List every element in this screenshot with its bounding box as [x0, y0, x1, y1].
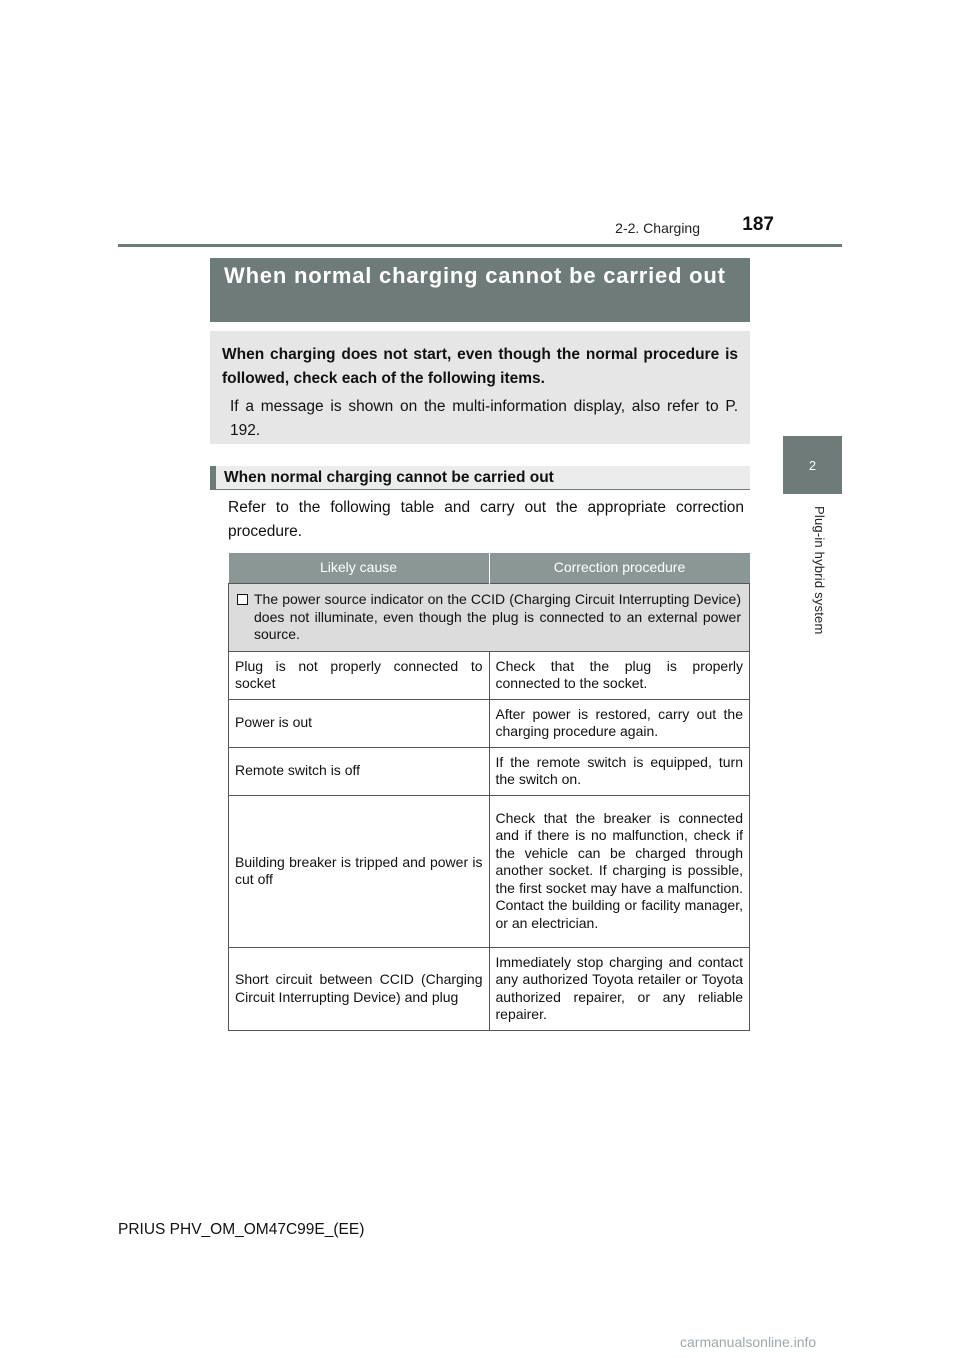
correction-cell: Check that the plug is properly connected to the socket.	[489, 651, 750, 699]
column-header-correction: Correction procedure	[489, 553, 750, 584]
cause-cell: Plug is not properly connected to socket	[229, 651, 490, 699]
table-row	[229, 747, 750, 795]
table-row	[229, 795, 750, 947]
checkbox-icon	[237, 594, 248, 605]
category-text: The power source indicator on the CCID (Charging Circuit Interrupting Device) does not illuminate, even though the plug is connected to an external power source.	[254, 591, 741, 642]
chapter-tab: 2	[783, 436, 842, 494]
page-number: 187	[742, 214, 774, 235]
table-row	[229, 699, 750, 747]
intro-box	[210, 331, 750, 444]
chapter-title: Plug-in hybrid system	[812, 506, 827, 635]
column-header-cause: Likely cause	[229, 553, 490, 584]
section-title-box	[210, 258, 750, 322]
cause-cell: Short circuit between CCID (Charging Circuit Interrupting Device) and plug	[229, 947, 490, 1030]
section-title: 2-2. Charging	[615, 220, 700, 236]
troubleshooting-table	[228, 553, 750, 1031]
cause-cell: Remote switch is off	[229, 747, 490, 795]
table-row	[229, 947, 750, 1030]
body-paragraph: Refer to the following table and carry out the appropriate correction procedure.	[228, 499, 744, 540]
document-code: PRIUS PHV_OM_OM47C99E_(EE)	[118, 1221, 365, 1238]
intro-bold-text: When charging does not start, even though the normal procedure is followed, check each of the following items.	[222, 346, 738, 387]
table-row	[229, 651, 750, 699]
cause-cell: Building breaker is tripped and power is cut off	[229, 795, 490, 947]
page-title: When normal charging cannot be carried out	[224, 263, 726, 288]
subheading: When normal charging cannot be carried out	[210, 466, 750, 490]
correction-cell: Check that the breaker is connected and if there is no malfunction, check if the vehicle can be charged through another socket. If charging is possible, the first socket may have a malfunction. Contact the building or facility manager, or an electrician.	[489, 795, 750, 947]
correction-cell: Immediately stop charging and contact any authorized Toyota retailer or Toyota authorized repairer, or any reliable repairer.	[489, 947, 750, 1030]
correction-cell: If the remote switch is equipped, turn the switch on.	[489, 747, 750, 795]
header-divider	[118, 244, 842, 247]
table-header-row	[229, 553, 750, 584]
intro-note-text: If a message is shown on the multi-information display, also refer to P. 192.	[230, 398, 738, 439]
category-cell	[229, 584, 750, 652]
cause-cell: Power is out	[229, 699, 490, 747]
table-category-row	[229, 584, 750, 652]
correction-cell: After power is restored, carry out the charging procedure again.	[489, 699, 750, 747]
watermark: carmanualsonline.info	[680, 1334, 817, 1350]
